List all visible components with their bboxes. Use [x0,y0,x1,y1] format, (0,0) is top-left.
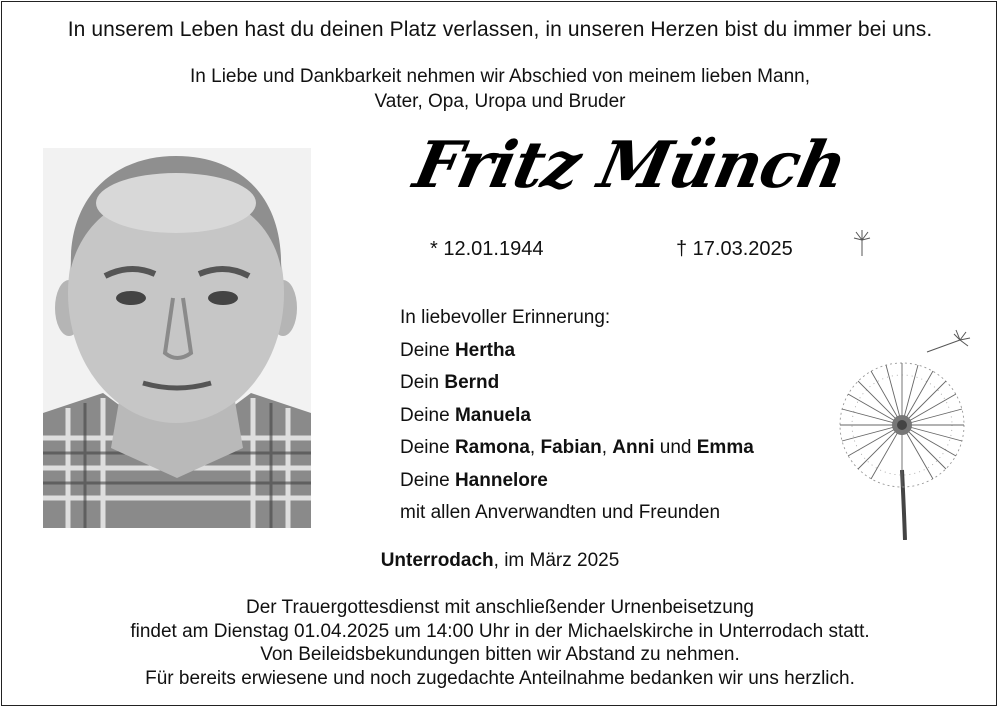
mourner-prefix: Dein [400,372,440,393]
mourner-line [400,400,754,433]
birth-date: * 12.01.1944 [430,238,544,260]
mourner-prefix: Deine [400,339,450,361]
mourner-name: Emma [696,437,754,458]
intro-text [0,64,1000,114]
death-date: † 17.03.2025 [676,238,793,260]
service-line-3: Von Beileidsbekundungen bitten wir Abstand zu nehmen. [260,644,740,665]
separator: , [529,437,536,458]
service-line-1: Der Trauergottesdienst mit anschließender Urnenbeisetzung [246,597,754,618]
mourner-prefix: Deine [400,469,450,491]
mourner-line [400,432,754,465]
mourner-name: Hertha [454,339,516,361]
mourner-line [400,465,754,498]
service-info [0,596,1000,690]
mourner-name: Hannelore [454,469,548,491]
place-town: Unterrodach [380,550,494,571]
mourner-name: Anni [612,437,655,458]
mourner-name: Fabian [540,437,602,458]
service-line-4: Für bereits erwiesene und noch zugedachte Anteilnahme bedanken wir uns herzlich. [145,667,855,689]
conjunction: und [659,437,692,458]
intro-line-1: In Liebe und Dankbarkeit nehmen wir Abschied von meinem lieben Mann, [190,66,810,87]
mourner-prefix: Deine [400,404,450,426]
motto: In unserem Leben hast du deinen Platz verlassen, in unseren Herzen bist du immer bei uns. [67,18,933,41]
place-date [0,550,1000,572]
place-date-text: , im März 2025 [493,550,620,571]
mourner-prefix: Deine [400,437,450,458]
portrait-photo [43,148,311,528]
mourners-closing: mit allen Anverwandten und Freunden [400,502,721,523]
mourners-list [400,302,754,530]
separator: , [601,437,607,458]
mourner-name: Manuela [454,404,531,426]
dandelion-icon [830,220,980,540]
intro-line-2: Vater, Opa, Uropa und Bruder [374,91,626,112]
mourners-heading: In liebevoller Erinnerung: [400,307,611,328]
service-line-2: findet am Dienstag 01.04.2025 um 14:00 Uhr in der Michaelskirche in Unterrodach statt. [130,620,870,642]
mourner-line [400,367,754,400]
deceased-name: Fritz Münch [407,128,853,203]
mourner-name: Ramona [454,437,530,458]
mourner-name: Bernd [444,372,500,393]
mourner-line [400,335,754,368]
